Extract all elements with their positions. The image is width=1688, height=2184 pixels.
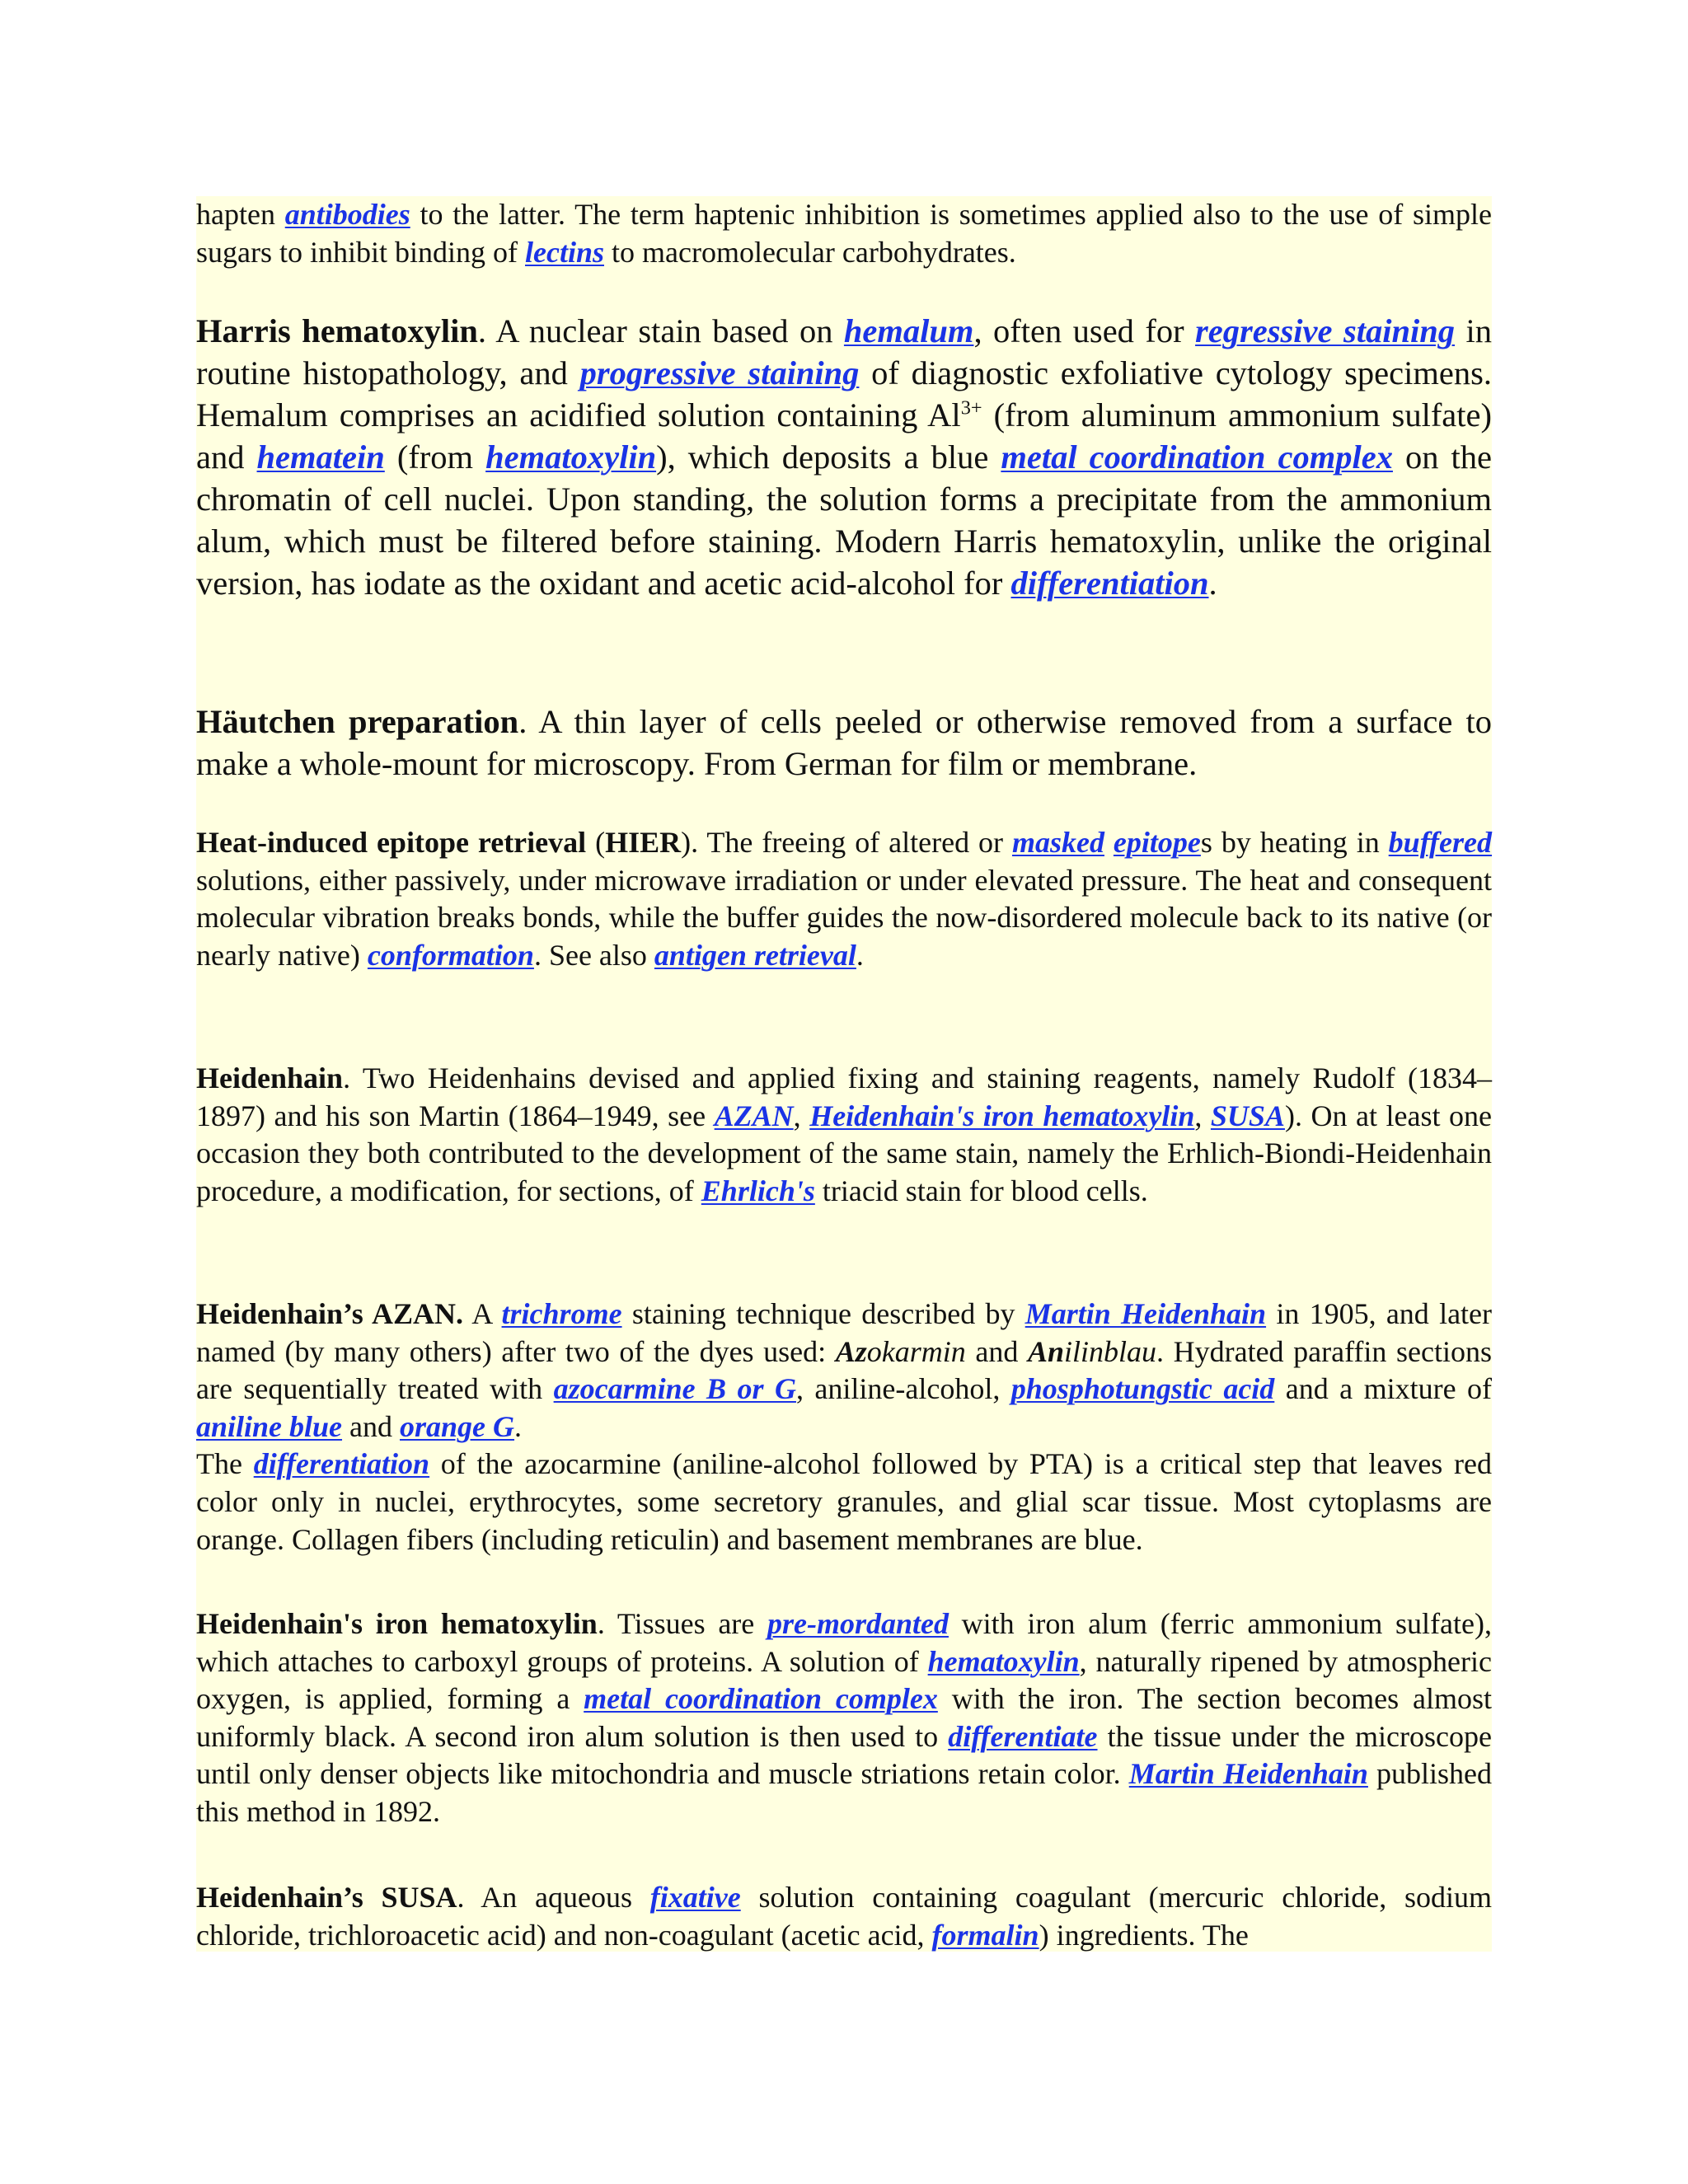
text-run: the tissue under the microscope until only denser objects like mitochondria and muscle striations retain color. [196,1719,1492,1791]
entry-abbreviation: HIER [605,826,682,859]
link-regressive-staining[interactable]: regressive staining [1195,312,1456,349]
link-antigen-retrieval[interactable]: antigen retrieval [654,938,856,972]
link-epitope[interactable]: epitope [1113,826,1201,859]
text-run: , naturally ripened by atmospheric oxygen, is applied, forming a [196,1644,1492,1716]
link-orange-g[interactable]: orange G [400,1409,515,1443]
text-run: solution containing coagulant (mercuric chloride, sodium chloride, trichloroacetic acid) and non-coagulant (acetic acid, [196,1881,1492,1952]
text-run: . A thin layer of cells peeled or otherwise removed from a surface to make a whole-mount for microscopy. From German for film or membrane. [196,703,1492,782]
text-run: in routine histopathology, and [196,312,1492,391]
link-martin-heidenhain-iron[interactable]: Martin Heidenhain [1128,1757,1368,1791]
entry-heidenhain [196,1060,1492,1210]
text-run: solutions, either passively, under microwave irradiation or under elevated pressure. The heat and consequent molecular vibration breaks bonds, while the buffer guides the now-disordered molecule back to its native (or nearly native) [196,863,1492,972]
text-run: ilinblau [1064,1334,1157,1368]
link-progressive-staining[interactable]: progressive staining [579,354,860,391]
link-hemalum[interactable]: hemalum [843,312,974,349]
text-run: to macromolecular carbohydrates. [604,235,1016,269]
text-run: . [514,1409,523,1443]
text-run: ). The freeing of altered or [681,826,1012,859]
text-run: , often used for [973,312,1196,349]
link-susa[interactable]: SUSA [1210,1099,1285,1132]
entry-term: Heidenhain [196,1062,344,1094]
link-phosphotungstic-acid[interactable]: phosphotungstic acid [1010,1372,1275,1406]
entry-term: Harris hematoxylin [196,312,478,349]
text-run: in 1905, and later named (by many others) after two of the dyes used: [196,1297,1493,1368]
entry-heidenhains-iron-hematoxylin [196,1605,1492,1831]
text-run: . A nuclear stain based on [477,312,844,349]
text-run: ( [586,826,606,859]
text-run: of the azocarmine (aniline-alcohol followed by PTA) is a critical step that leaves red color only in nuclei, erythrocytes, some secretory granules, and glial scar tissue. Most cytoplasms are orange. Collagen fibers (including reticulin) and basement membranes are blue. [196,1447,1492,1556]
text-run: , [793,1099,810,1132]
link-masked[interactable]: masked [1011,826,1104,859]
link-martin-heidenhain[interactable]: Martin Heidenhain [1025,1297,1267,1330]
entry-term: Heidenhain’s SUSA [196,1881,457,1914]
text-run: and a mixture of [1274,1372,1492,1406]
link-aniline-blue[interactable]: aniline blue [196,1409,343,1443]
text-run: and [342,1409,401,1443]
link-differentiate[interactable]: differentiate [948,1719,1098,1753]
text-run: published this method in 1892. [196,1757,1493,1828]
text-run: on the chromatin of cell nuclei. Upon standing, the solution forms a precipitate from the ammonium alum, which must be filtered before staining. Modern Harris hematoxylin, unlike the original version, has iodate as the oxidant and acetic acid-alcohol for [196,438,1493,602]
link-hematoxylin[interactable]: hematoxylin [485,438,657,476]
text-run: ). On at least one occasion they both contributed to the development of the same stain, namely the Erhlich-Biondi-Heidenhain procedure, a modification, for sections, of [196,1099,1492,1207]
text-run: triacid stain for blood cells. [814,1174,1148,1207]
text-run [1104,826,1114,859]
text-run: (from [384,438,486,476]
dye-name-anilinblau [1028,1335,1156,1368]
text-run: . An aqueous [457,1881,650,1914]
text-run: ) ingredients. The [1039,1918,1249,1952]
link-lectins[interactable]: lectins [525,235,604,269]
link-antibodies[interactable]: antibodies [284,198,410,231]
entry-term: Heidenhain's iron hematoxylin [196,1607,598,1640]
text-run: (from aluminum ammonium sulfate) and [196,396,1493,476]
link-hematein[interactable]: hematein [256,438,385,476]
text-run: . Tissues are [597,1607,767,1640]
link-trichrome[interactable]: trichrome [501,1297,622,1330]
text-run: with the iron. The section becomes almost uniformly black. A second iron alum solution is then used to [196,1682,1493,1753]
text-run: An [1027,1334,1064,1368]
text-run: . Two Heidenhains devised and applied fixing and staining reagents, namely Rudolf (1834–1897) and his son Martin (1864–1949, see [196,1062,1492,1132]
text-run: of diagnostic exfoliative cytology specimens. Hemalum comprises an acidified solution containing Al [196,354,1492,434]
entry-term: Heidenhain’s AZAN. [196,1297,463,1330]
text-run: okarmin [866,1334,966,1368]
text-run: . [1208,565,1217,602]
text-run: . Hydrated paraffin sections are sequentially treated with [196,1334,1493,1406]
link-ehrlichs[interactable]: Ehrlich's [701,1174,815,1207]
text-run: , aniline-alcohol, [795,1372,1011,1406]
text-run: The [196,1447,254,1481]
link-buffered[interactable]: buffered [1388,826,1492,859]
text-run: Az [835,1334,867,1368]
dye-name-azokarmin [836,1335,966,1368]
text-run: to the latter. The term haptenic inhibition is sometimes applied also to the use of simple sugars to inhibit binding of [196,198,1492,269]
link-differentiation-azan[interactable]: differentiation [253,1447,430,1481]
link-conformation[interactable]: conformation [367,938,534,972]
link-metal-coordination-complex[interactable]: metal coordination complex [1001,438,1393,476]
link-azocarmine[interactable]: azocarmine B or G [553,1372,796,1406]
link-metal-coordination-complex-iron[interactable]: metal coordination complex [584,1682,938,1716]
entry-heidenhains-susa [196,1879,1492,1954]
entry-heidenhains-azan [196,1296,1492,1558]
text-run: . See also [533,938,654,972]
link-fixative[interactable]: fixative [649,1881,741,1914]
text-run: s by heating in [1200,826,1389,859]
text-run: . [856,938,864,972]
entry-hautchen-preparation [196,701,1492,785]
intro-paragraph [196,196,1492,271]
link-pre-mordanted[interactable]: pre-mordanted [767,1607,949,1640]
entry-heat-induced-epitope-retrieval [196,824,1492,974]
superscript: 3+ [960,396,982,419]
link-hematoxylin-iron[interactable]: hematoxylin [927,1644,1080,1678]
text-run: hapten [196,198,285,231]
text-run: ), which deposits a blue [656,438,1001,476]
text-run: with iron alum (ferric ammonium sulfate), which attaches to carboxyl groups of proteins. A solution of [196,1607,1492,1678]
link-differentiation[interactable]: differentiation [1010,565,1209,602]
entry-term: Häutchen preparation [196,703,519,740]
link-azan[interactable]: AZAN [714,1099,794,1132]
highlighted-text-block [196,196,1492,1952]
text-run: , [1194,1099,1211,1132]
text-run: and [965,1334,1028,1368]
entry-term: Heat-induced epitope retrieval [196,826,587,859]
text-run: staining technique described by [621,1297,1025,1330]
link-heidenhains-iron-hematoxylin[interactable]: Heidenhain's iron hematoxylin [809,1099,1195,1132]
entry-harris-hematoxylin [196,310,1492,604]
text-run: A [463,1297,502,1330]
link-formalin[interactable]: formalin [931,1918,1039,1952]
